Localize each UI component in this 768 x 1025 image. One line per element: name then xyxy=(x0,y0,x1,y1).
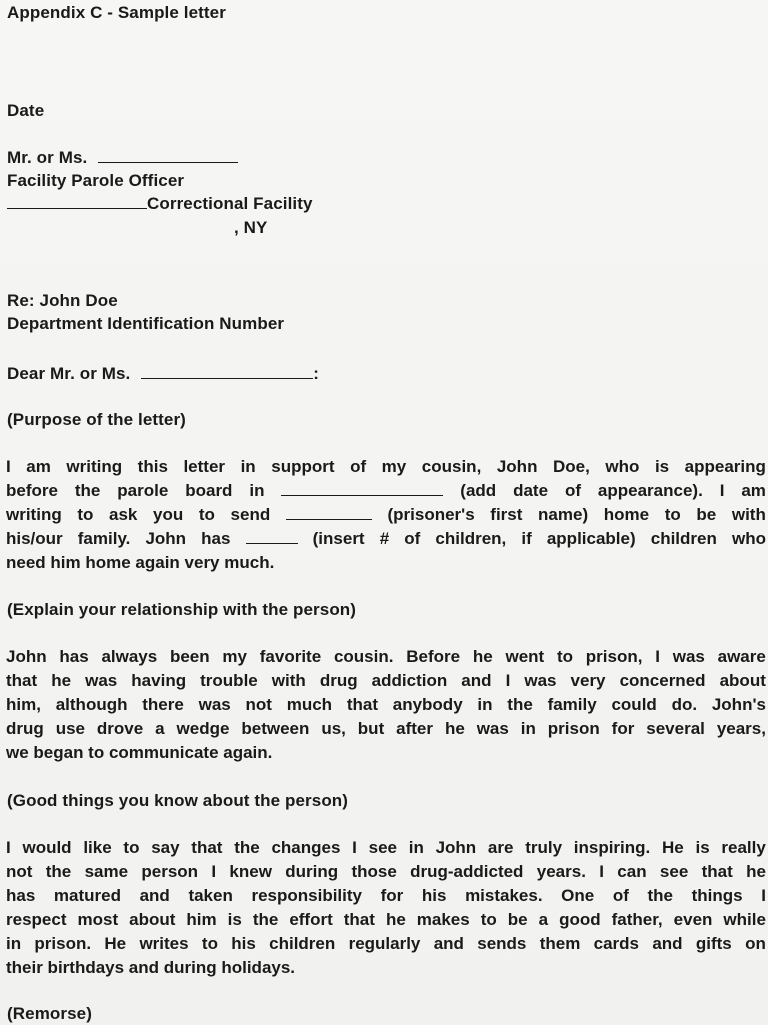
word: I xyxy=(6,457,11,476)
word: much xyxy=(286,695,333,714)
word: use xyxy=(55,719,85,738)
purpose-heading: (Purpose of the letter) xyxy=(7,410,186,429)
word: my xyxy=(381,457,407,476)
word: we began to communicate again. xyxy=(6,743,273,762)
word: parole xyxy=(117,481,169,500)
word: are xyxy=(487,838,514,857)
word: I xyxy=(719,481,725,500)
word: in xyxy=(520,719,536,738)
word: this xyxy=(137,457,168,476)
word: for xyxy=(611,719,635,738)
word: writes xyxy=(139,934,189,953)
word: to xyxy=(77,505,94,524)
text-line xyxy=(6,741,766,765)
word: his xyxy=(421,886,447,905)
word: prison, xyxy=(585,647,643,666)
word: most xyxy=(77,910,119,929)
word: him xyxy=(186,910,217,929)
good-things-paragraph xyxy=(6,836,766,980)
greeting-text: Dear Mr. or Ms. xyxy=(7,364,131,383)
word: cousin. xyxy=(333,647,394,666)
word: with xyxy=(731,505,766,524)
fill-in-blank xyxy=(246,527,298,544)
good-things-heading: (Good things you know about the person) xyxy=(7,791,349,810)
word: cousin, xyxy=(421,457,482,476)
word: ask xyxy=(109,505,138,524)
word: truly xyxy=(525,838,563,857)
word: need him home again very much. xyxy=(6,553,275,572)
word: about xyxy=(719,671,766,690)
word: was xyxy=(476,719,509,738)
recipient-name-line xyxy=(7,146,238,169)
text-line xyxy=(6,455,766,479)
word: them xyxy=(539,934,581,953)
word: before xyxy=(6,481,58,500)
fill-in-blank xyxy=(281,479,443,496)
word: trouble xyxy=(200,671,258,690)
word: is xyxy=(227,910,242,929)
word: always xyxy=(101,647,158,666)
word: been xyxy=(169,647,210,666)
word: drug xyxy=(6,719,44,738)
word: I xyxy=(505,671,511,690)
word: regularly xyxy=(348,934,421,953)
text-line xyxy=(6,884,766,908)
word: on xyxy=(745,934,766,953)
word: family. xyxy=(77,529,131,548)
word: who xyxy=(731,529,766,548)
word: a xyxy=(538,910,549,929)
word: drug xyxy=(319,671,358,690)
word: the xyxy=(234,838,260,857)
word: say xyxy=(151,838,180,857)
officer-title: Facility Parole Officer xyxy=(7,171,185,190)
remorse-heading: (Remorse) xyxy=(7,1004,92,1023)
greeting-line xyxy=(7,362,319,385)
word: John xyxy=(145,529,187,548)
word: prison xyxy=(547,719,600,738)
word: to xyxy=(201,934,218,953)
word: was xyxy=(524,671,557,690)
word: applicable) xyxy=(546,529,636,548)
word: prison. xyxy=(34,934,92,953)
word: in xyxy=(249,481,265,500)
word: after xyxy=(396,719,434,738)
word: do. xyxy=(671,695,698,714)
word: of xyxy=(612,886,629,905)
word: sends xyxy=(477,934,527,953)
word: respect xyxy=(6,910,67,929)
word: about xyxy=(129,910,176,929)
word: to xyxy=(123,838,140,857)
word: anybody xyxy=(392,695,463,714)
word: the xyxy=(647,886,673,905)
word: I xyxy=(6,838,11,857)
word: my xyxy=(222,647,247,666)
word: in xyxy=(477,695,493,714)
word: children, xyxy=(435,529,507,548)
word: changes xyxy=(271,838,341,857)
greeting-name-blank xyxy=(141,362,313,379)
relationship-paragraph xyxy=(6,645,766,765)
word: is xyxy=(695,838,710,857)
word: father, xyxy=(611,910,663,929)
word: taken xyxy=(188,886,233,905)
word: I xyxy=(599,862,604,881)
text-line xyxy=(6,527,766,551)
word: family xyxy=(547,695,597,714)
word: appearing xyxy=(684,457,766,476)
word: be xyxy=(696,505,717,524)
word: John xyxy=(435,838,477,857)
word: a xyxy=(155,719,165,738)
word: good xyxy=(559,910,601,929)
word: he xyxy=(746,862,766,881)
word: that xyxy=(701,862,733,881)
text-line xyxy=(6,669,766,693)
text-line xyxy=(6,717,766,741)
word: his xyxy=(231,934,256,953)
word: am xyxy=(741,481,766,500)
word: the xyxy=(507,695,533,714)
word: John xyxy=(6,647,47,666)
facility-line xyxy=(7,192,313,215)
word: that xyxy=(191,838,223,857)
word: board xyxy=(185,481,233,500)
word: he xyxy=(472,647,493,666)
word: letter xyxy=(183,457,226,476)
word: us, xyxy=(321,719,346,738)
text-line xyxy=(6,479,766,503)
text-line xyxy=(6,645,766,669)
word: of xyxy=(350,457,367,476)
greeting-colon: : xyxy=(313,364,319,383)
word: that xyxy=(346,695,378,714)
word: very xyxy=(570,671,606,690)
word: while xyxy=(723,910,766,929)
word: could xyxy=(611,695,657,714)
word: but xyxy=(357,719,385,738)
word: he xyxy=(51,671,72,690)
word: in xyxy=(6,934,22,953)
facility-name-blank xyxy=(7,192,147,209)
word: send xyxy=(230,505,271,524)
word: see xyxy=(659,862,689,881)
word: him, xyxy=(6,695,41,714)
word: children xyxy=(650,529,717,548)
word: there xyxy=(142,695,184,714)
word: in xyxy=(408,838,424,857)
word: I xyxy=(655,647,660,666)
word: addiction xyxy=(371,671,448,690)
word: would xyxy=(22,838,72,857)
word: and xyxy=(433,934,464,953)
word: for xyxy=(380,886,404,905)
word: (prisoner's xyxy=(387,505,475,524)
word: concerned xyxy=(619,671,706,690)
word: between xyxy=(241,719,310,738)
word: can xyxy=(617,862,647,881)
word: drug-addicted xyxy=(410,862,524,881)
text-line xyxy=(6,693,766,717)
word: I xyxy=(761,886,766,905)
word: you xyxy=(153,505,184,524)
word: has xyxy=(6,886,36,905)
word: and xyxy=(652,934,683,953)
word: that xyxy=(6,671,38,690)
salutation-prefix: Mr. or Ms. xyxy=(7,148,88,167)
word: the xyxy=(74,481,101,500)
word: and xyxy=(139,886,170,905)
word: matured xyxy=(53,886,121,905)
word: writing xyxy=(6,505,62,524)
word: is xyxy=(654,457,670,476)
text-line xyxy=(6,836,766,860)
text-line xyxy=(6,908,766,932)
word: Before xyxy=(406,647,461,666)
word: to xyxy=(198,505,215,524)
text-line xyxy=(6,932,766,956)
word: am xyxy=(26,457,51,476)
word: responsibility xyxy=(251,886,362,905)
word: He xyxy=(662,838,684,857)
word: effort xyxy=(289,910,333,929)
word: he xyxy=(385,910,406,929)
word: drove xyxy=(96,719,144,738)
word: I xyxy=(352,838,357,857)
date-label: Date xyxy=(7,101,45,120)
word: was xyxy=(85,671,118,690)
text-line xyxy=(6,551,766,575)
word: of xyxy=(564,481,581,500)
word: who xyxy=(605,457,640,476)
word: was xyxy=(672,647,705,666)
word: to xyxy=(480,910,497,929)
word: John's xyxy=(711,695,766,714)
word: with xyxy=(271,671,306,690)
word: first xyxy=(490,505,523,524)
word: and xyxy=(461,671,492,690)
text-line xyxy=(6,860,766,884)
word: although xyxy=(55,695,128,714)
fill-in-blank xyxy=(286,503,372,520)
purpose-paragraph xyxy=(6,455,766,575)
page-title: Appendix C - Sample letter xyxy=(7,3,226,22)
word: really xyxy=(721,838,766,857)
word: cards xyxy=(593,934,640,953)
word: John xyxy=(496,457,538,476)
text-line xyxy=(6,503,766,527)
word: has xyxy=(201,529,231,548)
word: the xyxy=(252,910,279,929)
word: in xyxy=(240,457,256,476)
word: several xyxy=(646,719,705,738)
word: that xyxy=(343,910,375,929)
word: wedge xyxy=(176,719,230,738)
department-id-line: Department Identification Number xyxy=(7,314,285,333)
re-line: Re: John Doe xyxy=(7,291,118,310)
word: their birthdays and during holidays. xyxy=(6,958,296,977)
word: things xyxy=(691,886,743,905)
word: # xyxy=(379,529,390,548)
word: (insert xyxy=(312,529,365,548)
word: to xyxy=(664,505,681,524)
text-line xyxy=(6,956,766,980)
word: even xyxy=(673,910,713,929)
word: (add xyxy=(460,481,497,500)
word: of xyxy=(404,529,421,548)
word: date xyxy=(513,481,549,500)
word: support xyxy=(271,457,335,476)
word: person xyxy=(141,862,199,881)
word: writing xyxy=(66,457,123,476)
word: mistakes. xyxy=(465,886,543,905)
word: knew xyxy=(229,862,272,881)
word: not xyxy=(6,862,33,881)
word: He xyxy=(104,934,127,953)
word: One xyxy=(561,886,595,905)
word: during xyxy=(285,862,339,881)
word: name) xyxy=(538,505,589,524)
word: having xyxy=(131,671,187,690)
facility-label: Correctional Facility xyxy=(147,194,313,213)
word: if xyxy=(521,529,532,548)
word: aware xyxy=(717,647,766,666)
relationship-heading: (Explain your relationship with the person) xyxy=(7,600,357,619)
word: not xyxy=(245,695,272,714)
word: has xyxy=(59,647,89,666)
word: was xyxy=(198,695,231,714)
word: years. xyxy=(536,862,586,881)
word: I xyxy=(211,862,217,881)
bleed-through-text xyxy=(125,116,765,134)
word: children xyxy=(269,934,336,953)
word: appearance). xyxy=(597,481,703,500)
word: those xyxy=(351,862,397,881)
word: inspiring. xyxy=(573,838,651,857)
word: like xyxy=(83,838,112,857)
word: to xyxy=(556,647,574,666)
word: same xyxy=(84,862,129,881)
word: gifts xyxy=(695,934,732,953)
word: years, xyxy=(716,719,766,738)
recipient-name-blank xyxy=(98,146,238,163)
word: be xyxy=(507,910,528,929)
word: see xyxy=(368,838,397,857)
word: his/our xyxy=(6,529,63,548)
state-label: , NY xyxy=(234,218,268,237)
word: makes xyxy=(416,910,470,929)
word: home xyxy=(603,505,650,524)
word: the xyxy=(45,862,72,881)
word: went xyxy=(505,647,545,666)
word: Doe, xyxy=(553,457,590,476)
word: he xyxy=(444,719,465,738)
word: favorite xyxy=(259,647,322,666)
